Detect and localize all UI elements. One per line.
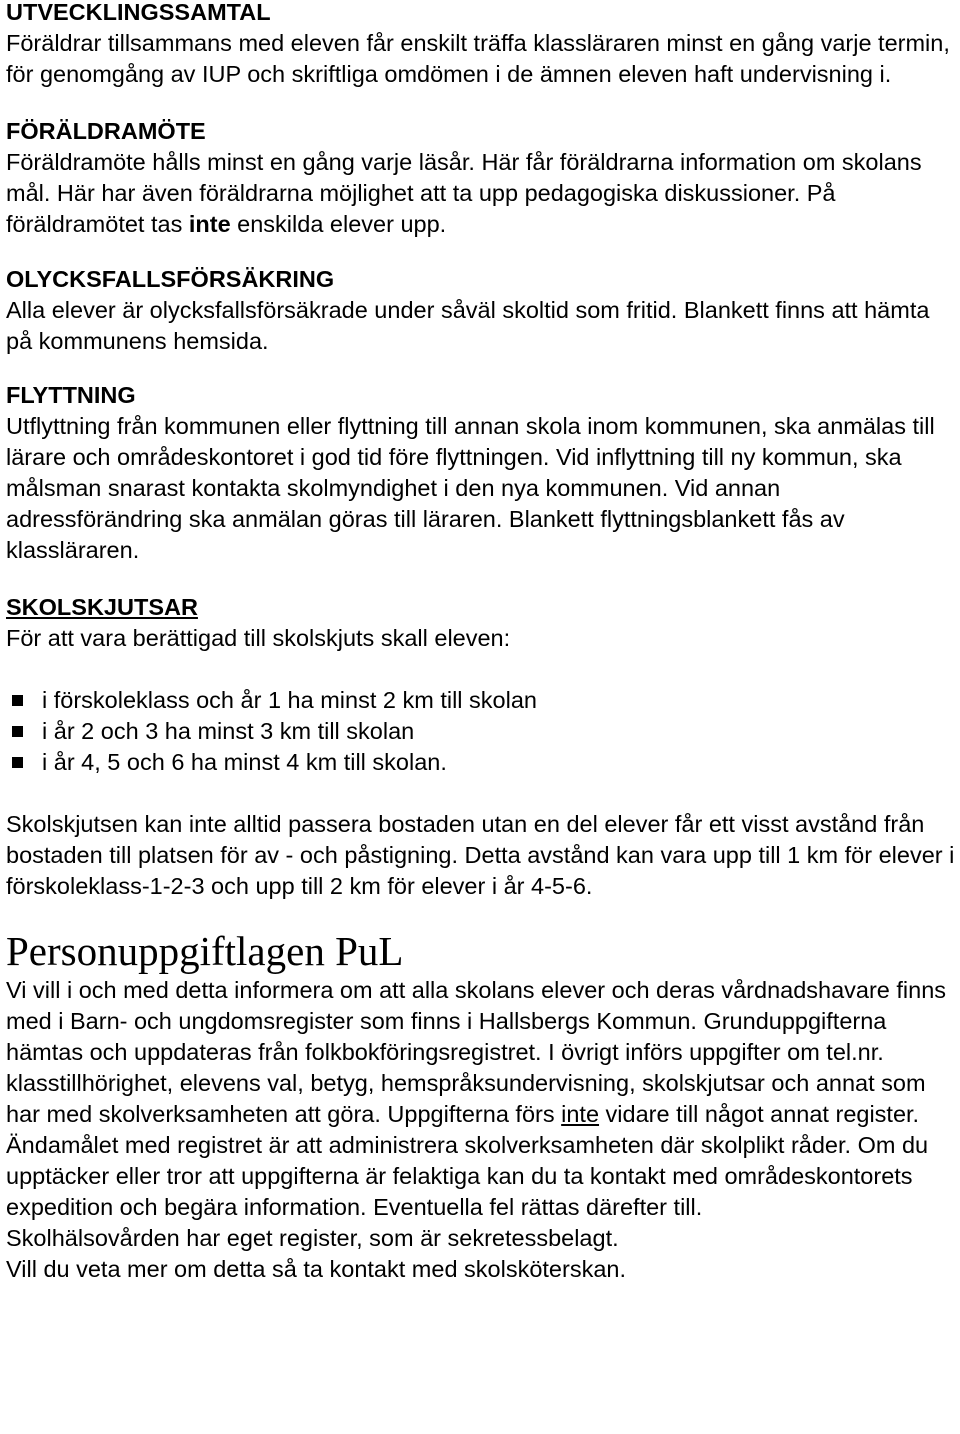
bullet-list-skolskjutsar bbox=[6, 685, 956, 778]
text-pul-p3: Skolhälsovården har eget register, som är sekretessbelagt. bbox=[6, 1225, 619, 1251]
text-olycksfallsforsakring: Alla elever är olycksfallsförsäkrade under såväl skoltid som fritid. Blankett finns att hämta på kommunens hemsida. bbox=[6, 297, 930, 354]
list-item bbox=[6, 716, 956, 747]
text-foraldramote-part1: Föräldramöte hålls minst en gång varje läsår. Här får föräldrarna information om skolans mål. Här har även föräldrarna möjlighet att ta upp pedagogiska diskussioner. På föräldramötet tas bbox=[6, 149, 922, 237]
section-utvecklingssamtal bbox=[6, 0, 956, 90]
text-foraldramote bbox=[6, 147, 956, 240]
text-skolskjutsar: Skolskjutsen kan inte alltid passera bostaden utan en del elever får ett visst avstånd från bostaden till platsen för av - och påstigning. Detta avstånd kan vara upp till 1 km för elever i förskoleklass-1-2-3 och upp till 2 km för elever i år 4-5-6. bbox=[6, 811, 955, 899]
list-item-text: i förskoleklass och år 1 ha minst 2 km till skolan bbox=[42, 687, 537, 713]
heading-flyttning: FLYTTNING bbox=[6, 382, 136, 408]
list-item-text: i år 4, 5 och 6 ha minst 4 km till skolan. bbox=[42, 749, 447, 775]
section-foraldramote bbox=[6, 116, 956, 240]
text-pul-p1 bbox=[6, 975, 956, 1130]
text-foraldramote-part2: enskilda elever upp. bbox=[230, 211, 447, 237]
section-pul bbox=[6, 927, 956, 1285]
heading-pul: Personuppgiftlagen PuL bbox=[6, 928, 404, 974]
text-pul-p1-part1: Vi vill i och med detta informera om att alla skolans elever och deras vårdnadshavare finns med i Barn- och ungdomsregister som finns i Hallsbergs Kommun. Grunduppgifterna hämtas och uppdateras från folkbokföringsregistret. I övrigt införs uppgifter om tel.nr. klasstillhörighet, elevens val, betyg, hemspråksundervisning, skolskjutsar och annat som har med skolverksamheten att göra. Uppgifterna förs bbox=[6, 977, 947, 1127]
text-pul-p2: Ändamålet med registret är att administrera skolverksamheten där skolplikt råder. Om du upptäcker eller tror att uppgifterna är felaktiga kan du ta kontakt med områdeskontorets expedition och begära information. Eventuella fel rättas därefter till. bbox=[6, 1132, 929, 1220]
square-bullet-icon bbox=[12, 757, 23, 768]
text-skolskjutsar-intro: För att vara berättigad till skolskjuts skall eleven: bbox=[6, 625, 511, 651]
section-skolskjutsar bbox=[6, 592, 956, 902]
list-item-text: i år 2 och 3 ha minst 3 km till skolan bbox=[42, 718, 415, 744]
heading-utvecklingssamtal: UTVECKLINGSSAMTAL bbox=[6, 0, 271, 25]
text-flyttning: Utflyttning från kommunen eller flyttning till annan skola inom kommunen, ska anmälas till lärare och områdeskontoret i god tid före flyttningen. Vid inflyttning till ny kommun, ska målsman snarast kontakta skolmyndighet i den nya kommunen. Vid annan adressförändring ska anmälan göras till läraren. Blankett flyttningsblankett fås av klassläraren. bbox=[6, 413, 935, 563]
list-item bbox=[6, 747, 956, 778]
document-page bbox=[6, 0, 956, 1285]
square-bullet-icon bbox=[12, 695, 23, 706]
text-pul-p4: Vill du veta mer om detta så ta kontakt med skolsköterskan. bbox=[6, 1256, 626, 1282]
section-olycksfallsforsakring bbox=[6, 264, 956, 357]
list-item bbox=[6, 685, 956, 716]
square-bullet-icon bbox=[12, 726, 23, 737]
section-flyttning bbox=[6, 380, 956, 566]
heading-foraldramote: FÖRÄLDRAMÖTE bbox=[6, 118, 206, 144]
heading-skolskjutsar: SKOLSKJUTSAR bbox=[6, 594, 198, 620]
text-utvecklingssamtal: Föräldrar tillsammans med eleven får enskilt träffa klassläraren minst en gång varje termin, för genomgång av IUP och skriftliga omdömen i de ämnen eleven haft undervisning i. bbox=[6, 30, 950, 87]
text-pul-p1-underline: inte bbox=[561, 1101, 600, 1127]
text-foraldramote-bold: inte bbox=[188, 211, 231, 237]
heading-olycksfallsforsakring: OLYCKSFALLSFÖRSÄKRING bbox=[6, 266, 335, 292]
text-pul-p1-part2: vidare till något annat register. bbox=[599, 1101, 920, 1127]
